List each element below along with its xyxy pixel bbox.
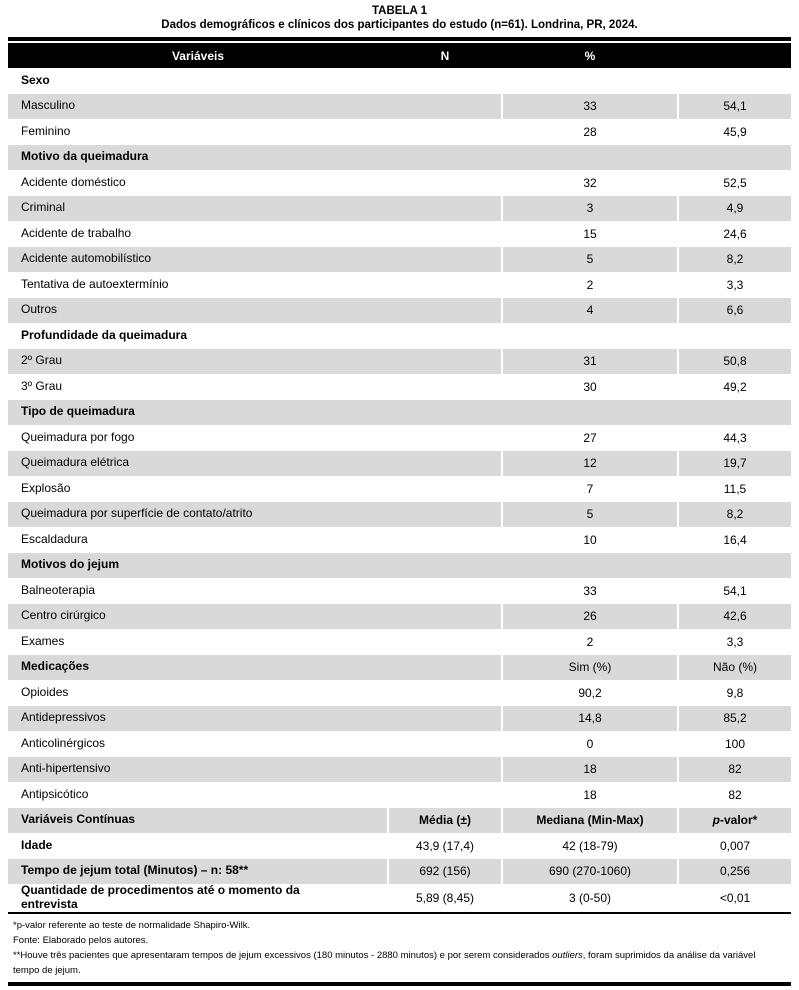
- percent-value-cell: 11,5: [678, 476, 791, 502]
- variable-label-cell: Tempo de jejum total (Minutos) – n: 58**: [21, 863, 249, 878]
- variable-label-cell: Masculino: [21, 98, 76, 113]
- variable-label-cell: Feminino: [21, 123, 71, 138]
- mean-cell: Média (±): [388, 808, 502, 834]
- percent-value-cell: 52,5: [678, 170, 791, 196]
- table-row: [8, 272, 791, 298]
- median-cell: Mediana (Min-Max): [502, 808, 678, 834]
- table-row: [8, 425, 791, 451]
- section-row: [8, 68, 791, 94]
- variable-label-cell: Queimadura elétrica: [21, 455, 130, 470]
- table-row: [8, 833, 791, 859]
- table-row: [8, 221, 791, 247]
- table-row: [8, 94, 791, 120]
- variable-label-cell: Centro cirúrgico: [21, 608, 106, 623]
- variable-label-cell: Balneoterapia: [21, 582, 96, 597]
- n-value-cell: 14,8: [502, 706, 678, 732]
- variable-label-cell: Outros: [21, 302, 58, 317]
- table-row: [8, 884, 791, 912]
- table-row: [8, 578, 791, 604]
- percent-value-cell: 19,7: [678, 451, 791, 477]
- percent-value-cell: 8,2: [678, 247, 791, 273]
- table-row: [8, 808, 791, 834]
- n-value-cell: 26: [502, 604, 678, 630]
- n-value-cell: 33: [502, 578, 678, 604]
- page-subtitle: Dados demográficos e clínicos dos participantes do estudo (n=61). Londrina, PR, 2024.: [161, 19, 638, 31]
- variable-label-cell: Criminal: [21, 200, 66, 215]
- table-row: [8, 782, 791, 808]
- n-value-cell: 5: [502, 247, 678, 273]
- variable-label-cell: Idade: [21, 837, 53, 852]
- n-value-cell: 90,2: [502, 680, 678, 706]
- n-value-cell: 12: [502, 451, 678, 477]
- percent-value-cell: 16,4: [678, 527, 791, 553]
- table-body: [8, 68, 791, 912]
- section-row: [8, 323, 791, 349]
- table-row: [8, 706, 791, 732]
- percent-value-cell: 54,1: [678, 578, 791, 604]
- table-row: [8, 476, 791, 502]
- percent-value-cell: 45,9: [678, 119, 791, 145]
- variable-label-cell: Opioides: [21, 684, 69, 699]
- percent-value-cell: 8,2: [678, 502, 791, 528]
- variable-label-cell: Explosão: [21, 480, 71, 495]
- n-value-cell: 18: [502, 757, 678, 783]
- italic-text: p: [712, 813, 720, 828]
- table-row: [8, 527, 791, 553]
- pvalue-cell: [678, 808, 791, 834]
- variable-label-cell: Antipsicótico: [21, 786, 89, 801]
- percent-value-cell: 44,3: [678, 425, 791, 451]
- percent-value-cell: 100: [678, 731, 791, 757]
- table-row: [8, 655, 791, 681]
- table-row: [8, 196, 791, 222]
- demographics-table: [8, 43, 791, 912]
- n-value-cell: 7: [502, 476, 678, 502]
- n-value-cell: 31: [502, 349, 678, 375]
- mean-cell: 43,9 (17,4): [388, 833, 502, 859]
- percent-value-cell: 3,3: [678, 272, 791, 298]
- header-variables: Variáveis: [8, 43, 388, 68]
- footnotes: [8, 914, 791, 978]
- median-cell: 42 (18-79): [502, 833, 678, 859]
- n-value-cell: 30: [502, 374, 678, 400]
- percent-value-cell: 82: [678, 782, 791, 808]
- n-value-cell: 32: [502, 170, 678, 196]
- italic-text: outliers: [552, 950, 583, 962]
- percent-value-cell: 82: [678, 757, 791, 783]
- n-value-cell: 28: [502, 119, 678, 145]
- n-value-cell: 4: [502, 298, 678, 324]
- text: -valor*: [719, 813, 758, 828]
- table-row: [8, 298, 791, 324]
- text: Fonte: Elaborado pelos autores.: [13, 935, 149, 947]
- section-label-cell: Motivos do jejum: [21, 557, 120, 572]
- table-row: [8, 629, 791, 655]
- n-value-cell: 18: [502, 782, 678, 808]
- table-row: [8, 502, 791, 528]
- n-value-cell: 27: [502, 425, 678, 451]
- percent-value-cell: 42,6: [678, 604, 791, 630]
- section-row: [8, 145, 791, 171]
- footnote: [13, 918, 781, 933]
- n-value-cell: 0: [502, 731, 678, 757]
- section-row: [8, 553, 791, 579]
- median-cell: 3 (0-50): [502, 884, 678, 912]
- section-row: [8, 400, 791, 426]
- table-row: [8, 349, 791, 375]
- variable-label-cell: Anti-hipertensivo: [21, 761, 111, 776]
- median-cell: 690 (270-1060): [502, 859, 678, 885]
- variable-label-cell: 3º Grau: [21, 378, 63, 393]
- table-header-row: [8, 43, 791, 68]
- percent-value-cell: 9,8: [678, 680, 791, 706]
- header-percent: %: [502, 43, 678, 68]
- variable-label-cell: Tentativa de autoextermínio: [21, 276, 169, 291]
- page-title: TABELA 1: [372, 5, 427, 17]
- table-row: [8, 731, 791, 757]
- text: *p-valor referente ao teste de normalidade Shapiro-Wilk.: [13, 920, 251, 932]
- variable-label-cell: Escaldadura: [21, 531, 88, 546]
- table-row: [8, 680, 791, 706]
- variable-label-cell: Acidente automobilístico: [21, 251, 152, 266]
- table-row: [8, 170, 791, 196]
- variable-label-cell: Acidente de trabalho: [21, 225, 132, 240]
- percent-value-cell: 49,2: [678, 374, 791, 400]
- footnote: [13, 933, 781, 948]
- variable-label-cell: Antidepressivos: [21, 710, 106, 725]
- n-value-cell: 5: [502, 502, 678, 528]
- table-row: [8, 604, 791, 630]
- section-label-cell: Profundidade da queimadura: [21, 327, 188, 342]
- text: **Houve três pacientes que apresentaram tempos de jejum excessivos (180 minutos - 2880 minutos) e por serem considerados: [13, 950, 553, 962]
- header-spacer: [678, 43, 791, 68]
- percent-value-cell: 3,3: [678, 629, 791, 655]
- footer-rule: [8, 982, 791, 986]
- n-value-cell: 10: [502, 527, 678, 553]
- table-row: [8, 374, 791, 400]
- mean-cell: 5,89 (8,45): [388, 884, 502, 912]
- n-value-cell: 15: [502, 221, 678, 247]
- mean-cell: 692 (156): [388, 859, 502, 885]
- pvalue-cell: <0,01: [678, 884, 791, 912]
- percent-value-cell: Não (%): [678, 655, 791, 681]
- table-row: [8, 859, 791, 885]
- text: , foram suprimidos da análise da variável tempo de jejum.: [13, 950, 756, 977]
- footnote: [13, 948, 781, 978]
- n-value-cell: 2: [502, 272, 678, 298]
- variable-label-cell: Queimadura por superfície de contato/atrito: [21, 506, 253, 521]
- variable-label-cell: Exames: [21, 633, 65, 648]
- variable-label-cell: Anticolinérgicos: [21, 735, 106, 750]
- variable-label-cell: Acidente doméstico: [21, 174, 126, 189]
- n-value-cell: Sim (%): [502, 655, 678, 681]
- variable-label-cell: Variáveis Contínuas: [21, 812, 136, 827]
- percent-value-cell: 24,6: [678, 221, 791, 247]
- section-label-cell: Sexo: [21, 72, 50, 87]
- table-row: [8, 119, 791, 145]
- pvalue-cell: 0,007: [678, 833, 791, 859]
- variable-label-cell: Medicações: [21, 659, 90, 674]
- variable-label-cell: Queimadura por fogo: [21, 429, 135, 444]
- variable-label-cell: 2º Grau: [21, 353, 63, 368]
- table-row: [8, 757, 791, 783]
- table-row: [8, 247, 791, 273]
- percent-value-cell: 54,1: [678, 94, 791, 120]
- n-value-cell: 2: [502, 629, 678, 655]
- variable-label-cell: Quantidade de procedimentos até o momento da entrevista: [21, 883, 300, 911]
- n-value-cell: 33: [502, 94, 678, 120]
- table-wrap: [8, 37, 791, 986]
- percent-value-cell: 85,2: [678, 706, 791, 732]
- percent-value-cell: 50,8: [678, 349, 791, 375]
- table-row: [8, 451, 791, 477]
- pvalue-cell: 0,256: [678, 859, 791, 885]
- percent-value-cell: 4,9: [678, 196, 791, 222]
- section-label-cell: Tipo de queimadura: [21, 404, 135, 419]
- percent-value-cell: 6,6: [678, 298, 791, 324]
- top-rule: [8, 37, 791, 41]
- n-value-cell: 3: [502, 196, 678, 222]
- header-n: N: [388, 43, 502, 68]
- section-label-cell: Motivo da queimadura: [21, 149, 149, 164]
